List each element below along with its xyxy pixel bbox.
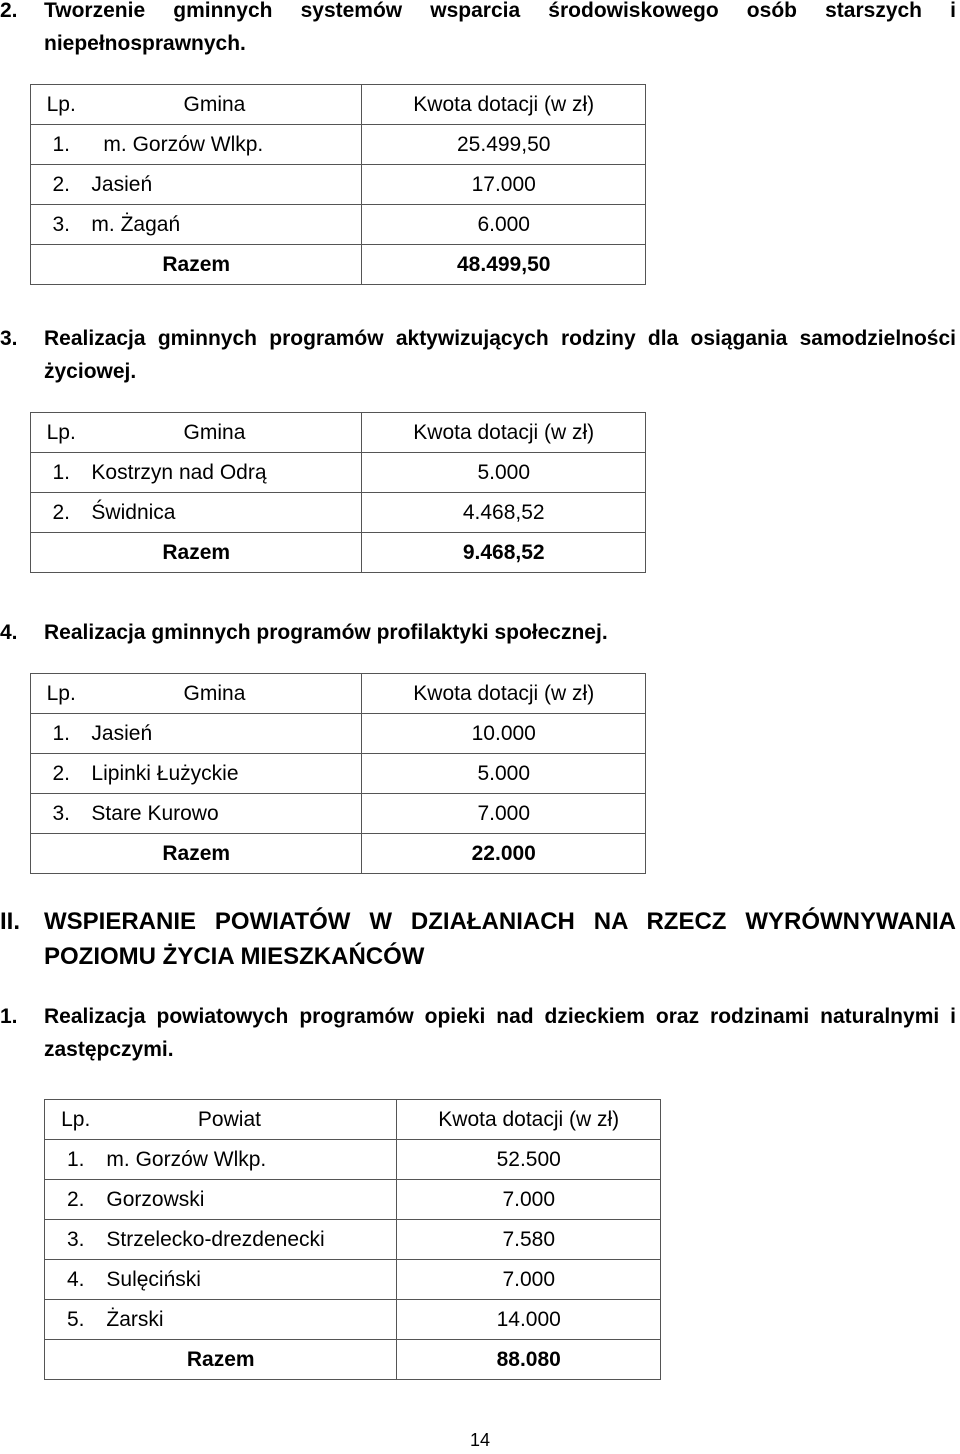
total-row: [31, 834, 646, 874]
table-row: [31, 794, 646, 834]
row-name: Kostrzyn nad Odrą: [91, 453, 362, 493]
part-number: II.: [0, 908, 21, 935]
section-3-table: [30, 412, 646, 573]
section-title: Realizacja gminnych programów aktywizujących rodziny dla osiągania samodzielności życiowej.: [44, 327, 956, 383]
section-2-heading: [0, 0, 956, 60]
row-amount: 25.499,50: [362, 125, 646, 165]
section-II-1-table: [44, 1099, 661, 1380]
page-number: 14: [469, 1430, 491, 1450]
table-row: [45, 1220, 661, 1260]
header-lp: Lp.: [31, 85, 92, 125]
header-lp: Lp.: [31, 413, 92, 453]
section-3-heading: [0, 322, 956, 388]
table-row: [45, 1300, 661, 1340]
header-name: Gmina: [91, 413, 362, 453]
part-title: WSPIERANIE POWIATÓW W DZIAŁANIACH NA RZECZ WYRÓWNYWANIA POZIOMU ŻYCIA MIESZKAŃCÓW: [44, 908, 956, 970]
header-amount: Kwota dotacji (w zł): [362, 85, 646, 125]
table-header-row: [31, 85, 646, 125]
section-II-1-heading: [0, 1000, 956, 1066]
header-amount: Kwota dotacji (w zł): [362, 413, 646, 453]
header-amount: Kwota dotacji (w zł): [397, 1100, 661, 1140]
section-number: 4.: [0, 621, 18, 644]
row-amount: 6.000: [362, 205, 646, 245]
row-lp: 3.: [45, 1220, 107, 1260]
total-label: Razem: [31, 834, 362, 874]
row-amount: 4.468,52: [362, 493, 646, 533]
header-name: Gmina: [91, 674, 362, 714]
row-lp: 2.: [31, 493, 92, 533]
table-row: [45, 1180, 661, 1220]
row-lp: 3.: [31, 794, 92, 834]
table-row: [31, 453, 646, 493]
total-amount: 88.080: [397, 1340, 661, 1380]
section-number: 3.: [0, 327, 18, 350]
row-amount: 17.000: [362, 165, 646, 205]
row-amount: 14.000: [397, 1300, 661, 1340]
total-label: Razem: [31, 533, 362, 573]
row-lp: 1.: [45, 1140, 107, 1180]
header-amount: Kwota dotacji (w zł): [362, 674, 646, 714]
section-number: 1.: [0, 1005, 18, 1028]
header-lp: Lp.: [45, 1100, 107, 1140]
total-amount: 48.499,50: [362, 245, 646, 285]
row-amount: 52.500: [397, 1140, 661, 1180]
total-amount: 22.000: [362, 834, 646, 874]
table-row: [31, 493, 646, 533]
table-row: [31, 165, 646, 205]
section-title: Realizacja gminnych programów profilaktyki społecznej.: [44, 621, 608, 644]
row-lp: 4.: [45, 1260, 107, 1300]
total-row: [31, 533, 646, 573]
table-row: [45, 1140, 661, 1180]
header-name: Powiat: [106, 1100, 397, 1140]
row-name: Jasień: [91, 165, 362, 205]
row-name: Jasień: [91, 714, 362, 754]
section-2-table: [30, 84, 646, 285]
row-name: Sulęciński: [106, 1260, 397, 1300]
part-II-heading: [0, 904, 956, 974]
row-name: Gorzowski: [106, 1180, 397, 1220]
row-amount: 5.000: [362, 453, 646, 493]
section-title: Tworzenie gminnych systemów wsparcia środowiskowego osób starszych i niepełnosprawnych.: [44, 0, 956, 55]
row-lp: 2.: [31, 165, 92, 205]
section-number: 2.: [0, 0, 18, 22]
row-amount: 10.000: [362, 714, 646, 754]
table-row: [31, 205, 646, 245]
table-header-row: [31, 674, 646, 714]
row-name: Lipinki Łużyckie: [91, 754, 362, 794]
row-amount: 7.000: [397, 1180, 661, 1220]
row-lp: 3.: [31, 205, 92, 245]
row-name: Strzelecko-drezdenecki: [106, 1220, 397, 1260]
table-header-row: [45, 1100, 661, 1140]
total-label: Razem: [31, 245, 362, 285]
row-name: m. Żagań: [91, 205, 362, 245]
row-amount: 5.000: [362, 754, 646, 794]
row-lp: 1.: [31, 453, 92, 493]
row-lp: 1.: [31, 714, 92, 754]
total-row: [45, 1340, 661, 1380]
table-header-row: [31, 413, 646, 453]
row-name: m. Gorzów Wlkp.: [106, 1140, 397, 1180]
row-name: Stare Kurowo: [91, 794, 362, 834]
row-name: m. Gorzów Wlkp.: [91, 125, 362, 165]
row-amount: 7.000: [397, 1260, 661, 1300]
row-amount: 7.000: [362, 794, 646, 834]
row-amount: 7.580: [397, 1220, 661, 1260]
row-lp: 2.: [45, 1180, 107, 1220]
total-amount: 9.468,52: [362, 533, 646, 573]
row-lp: 1.: [31, 125, 92, 165]
row-name: Świdnica: [91, 493, 362, 533]
section-4-table: [30, 673, 646, 874]
table-row: [31, 125, 646, 165]
total-label: Razem: [45, 1340, 397, 1380]
row-name: Żarski: [106, 1300, 397, 1340]
row-lp: 2.: [31, 754, 92, 794]
header-name: Gmina: [91, 85, 362, 125]
table-row: [31, 714, 646, 754]
table-row: [45, 1260, 661, 1300]
row-lp: 5.: [45, 1300, 107, 1340]
header-lp: Lp.: [31, 674, 92, 714]
section-title: Realizacja powiatowych programów opieki nad dzieckiem oraz rodzinami naturalnymi i zastępczymi.: [44, 1005, 956, 1061]
table-row: [31, 754, 646, 794]
total-row: [31, 245, 646, 285]
section-4-heading: [0, 616, 956, 649]
